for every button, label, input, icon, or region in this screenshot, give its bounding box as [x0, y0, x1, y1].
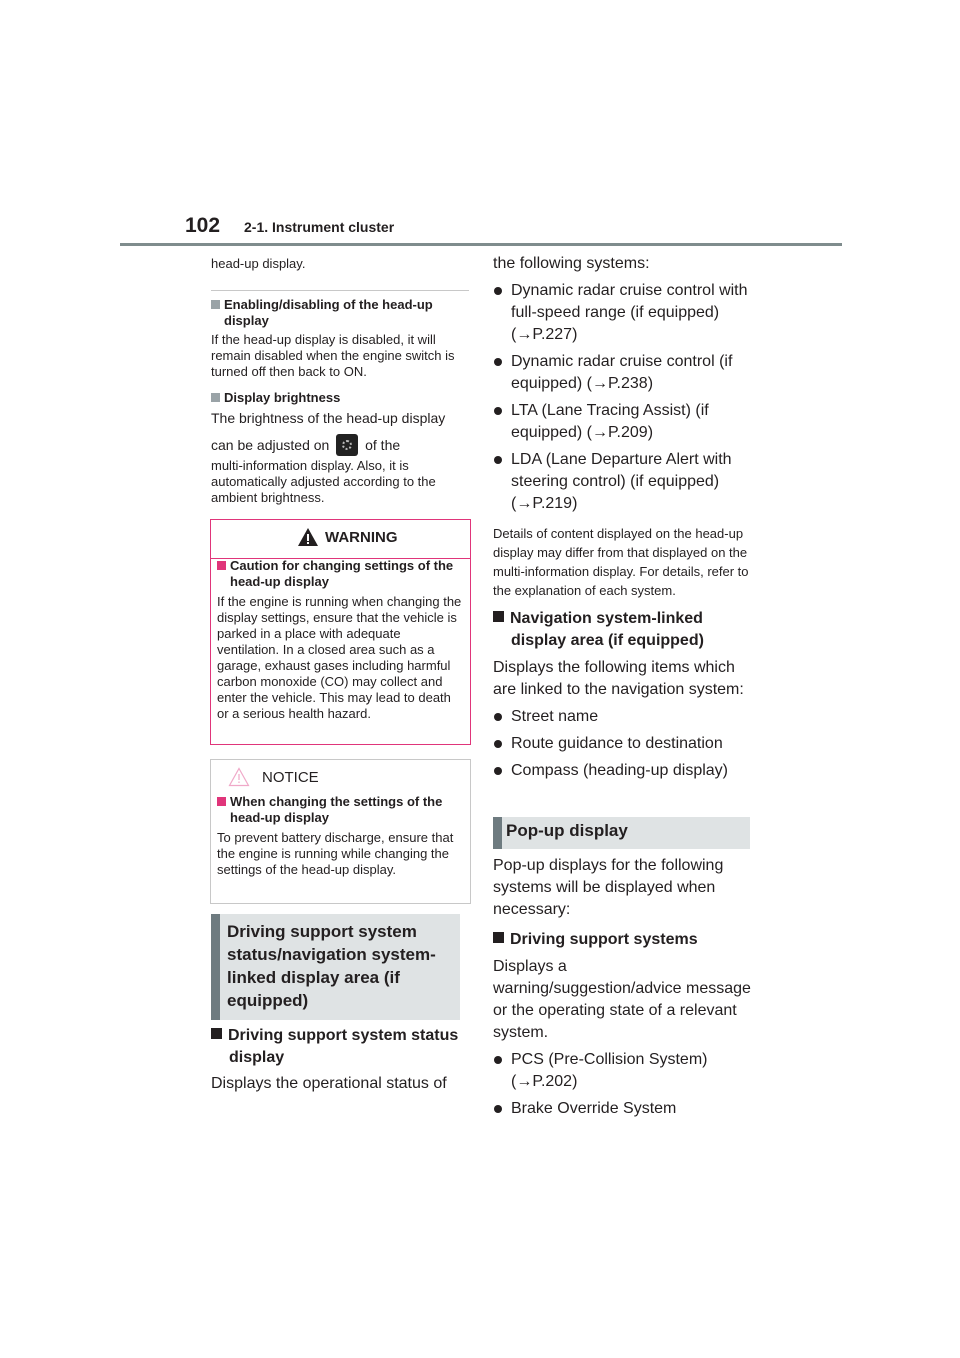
nav-heading: Navigation system-linked display area (if equipped) — [510, 610, 704, 649]
list-item: Brake Override System — [493, 1098, 753, 1120]
square-bullet-icon — [493, 611, 504, 622]
bullet-dot-icon — [494, 358, 502, 366]
section-heading-driving-support: Driving support system status/navigation system-linked display area (if equipped) — [211, 914, 460, 1020]
notice-body: To prevent battery discharge, ensure that the engine is running while changing the settings of the head-up display. — [217, 830, 454, 877]
notice-triangle-icon — [228, 767, 250, 787]
enable-section — [211, 297, 467, 380]
notice-header — [211, 760, 470, 798]
warning-box — [210, 519, 471, 745]
list-item: Compass (heading-up display) — [493, 760, 753, 782]
warning-label: WARNING — [325, 529, 398, 546]
square-bullet-icon — [211, 300, 220, 309]
divider — [211, 290, 469, 291]
header-rule — [120, 243, 842, 246]
list-item: PCS (Pre-Collision System) (→P.202) — [493, 1049, 753, 1093]
warning-heading: Caution for changing settings of the head-up display — [230, 558, 454, 589]
warning-body: If the engine is running when changing the display settings, ensure that the vehicle is parked in a place with adequate ventilation. In a closed area such as a garage, exhaust gases including harmful carbon monoxide (CO) may collect and enter the vehicle. This may lead to death or a serious health hazard. — [217, 594, 462, 721]
bullet-dot-icon — [494, 407, 502, 415]
warning-triangle-icon — [297, 527, 319, 547]
dss-body: Displays a warning/suggestion/advice message or the operating state of a relevant system. — [493, 958, 751, 1041]
brightness-line2b: of the — [365, 437, 401, 453]
brightness-line1: The brightness of the head-up display — [211, 410, 446, 426]
warning-header — [211, 520, 470, 558]
details-note: Details of content displayed on the head-up display may differ from that displayed on the multi-information display. For details, refer to the explanation of each system. — [493, 526, 749, 598]
nav-body: Displays the following items which are linked to the navigation system: — [493, 659, 744, 698]
bullet-dot-icon — [494, 740, 502, 748]
square-bullet-icon — [493, 932, 504, 943]
brightness-line2a: can be adjusted on — [211, 437, 330, 453]
brightness-section — [211, 390, 469, 506]
square-bullet-icon — [217, 797, 226, 806]
settings-gear-icon — [336, 434, 358, 456]
square-bullet-icon — [217, 561, 226, 570]
enable-body: If the head-up display is disabled, it will remain disabled when the engine switch is turned off then back to ON. — [211, 332, 455, 379]
enable-heading: Enabling/disabling of the head-up display — [224, 297, 433, 328]
section-heading-popup: Pop-up display — [493, 817, 750, 849]
notice-heading: When changing the settings of the head-up display — [230, 794, 443, 825]
bullet-dot-icon — [494, 713, 502, 721]
list-item: LDA (Lane Departure Alert with steering control) (if equipped) (→P.219) — [493, 449, 753, 515]
brightness-rest: multi-information display. Also, it is automatically adjusted according to the ambient brightness. — [211, 458, 436, 505]
bullet-dot-icon — [494, 1056, 502, 1064]
status-body: Displays the operational status of — [211, 1075, 447, 1092]
list-item: LTA (Lane Tracing Assist) (if equipped) (→P.209) — [493, 400, 753, 444]
bullet-dot-icon — [494, 287, 502, 295]
popup-section — [493, 855, 753, 1120]
brightness-heading: Display brightness — [224, 390, 341, 405]
bullet-dot-icon — [494, 767, 502, 775]
systems-intro: the following systems: — [493, 255, 650, 272]
section-title: 2-1. Instrument cluster — [244, 219, 395, 235]
notice-box — [210, 759, 471, 904]
status-section — [211, 1025, 469, 1095]
intro-text: head-up display. — [211, 256, 306, 271]
list-item: Dynamic radar cruise control (if equipped) (→P.238) — [493, 351, 753, 395]
bullet-dot-icon — [494, 456, 502, 464]
list-item: Dynamic radar cruise control with full-speed range (if equipped) (→P.227) — [493, 280, 753, 346]
page-number: 102 — [185, 214, 221, 237]
dss-heading: Driving support systems — [510, 931, 698, 948]
list-item: Route guidance to destination — [493, 733, 753, 755]
bullet-dot-icon — [494, 1105, 502, 1113]
square-bullet-icon — [211, 393, 220, 402]
square-bullet-icon — [211, 1028, 222, 1039]
popup-body: Pop-up displays for the following systems will be displayed when necessary: — [493, 857, 724, 918]
list-item: Street name — [493, 706, 753, 728]
notice-label: NOTICE — [262, 769, 319, 786]
right-column — [493, 253, 753, 782]
status-heading: Driving support system status display — [228, 1027, 459, 1066]
